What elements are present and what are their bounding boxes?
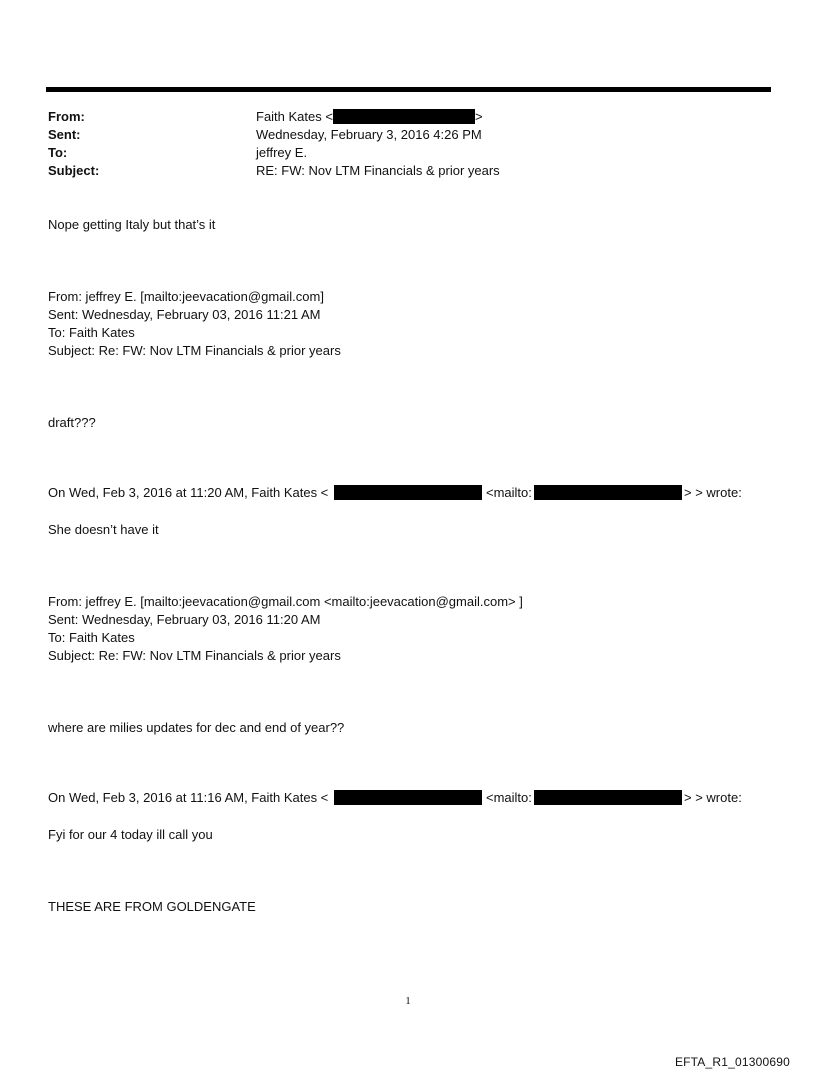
to-label: To: <box>48 145 68 160</box>
to-value: jeffrey E. <box>256 145 308 160</box>
header-rule <box>46 87 771 92</box>
forward1-sent: Sent: Wednesday, February 03, 2016 11:21 AM <box>48 307 321 322</box>
subject-value: RE: FW: Nov LTM Financials & prior years <box>256 163 500 178</box>
from-row <box>48 108 768 126</box>
sent-label: Sent: <box>48 127 81 142</box>
to-row <box>48 144 768 162</box>
quote2-line <box>48 789 768 807</box>
forward1-from: From: jeffrey E. [mailto:jeevacation@gmail.com] <box>48 289 324 304</box>
forward2-from: From: jeffrey E. [mailto:jeevacation@gmail.com <mailto:jeevacation@gmail.com> ] <box>48 594 523 609</box>
redaction-bar <box>333 109 475 124</box>
from-name: Faith Kates < <box>256 109 333 124</box>
quote1-suffix: > > wrote: <box>684 485 742 500</box>
subject-row <box>48 162 768 180</box>
sent-row <box>48 126 768 144</box>
quote1-mailto: <mailto: <box>486 485 532 500</box>
redaction-bar <box>334 485 482 500</box>
redaction-bar <box>334 790 482 805</box>
message-goldengate: THESE ARE FROM GOLDENGATE <box>48 899 256 914</box>
forward2-subject: Subject: Re: FW: Nov LTM Financials & prior years <box>48 648 341 663</box>
forward1-subject: Subject: Re: FW: Nov LTM Financials & prior years <box>48 343 341 358</box>
forward2-to: To: Faith Kates <box>48 630 135 645</box>
subject-label: Subject: <box>48 163 100 178</box>
message-milies-updates: where are milies updates for dec and end of year?? <box>48 720 345 735</box>
message-fyi: Fyi for our 4 today ill call you <box>48 827 213 842</box>
message-doesnt-have: She doesn’t have it <box>48 522 159 537</box>
bates-number: EFTA_R1_01300690 <box>674 1055 790 1069</box>
sent-value: Wednesday, February 3, 2016 4:26 PM <box>256 127 482 142</box>
from-value <box>256 108 483 126</box>
quote2-suffix: > > wrote: <box>684 790 742 805</box>
quote1-line <box>48 484 768 502</box>
email-header <box>48 108 768 180</box>
quote2-prefix: On Wed, Feb 3, 2016 at 11:16 AM, Faith Kates < <box>48 790 329 805</box>
from-label: From: <box>48 109 85 124</box>
reply-text: Nope getting Italy but that’s it <box>48 217 216 232</box>
quote2-mailto: <mailto: <box>486 790 532 805</box>
forward1-to: To: Faith Kates <box>48 325 135 340</box>
message-draft: draft??? <box>48 415 96 430</box>
quote1-prefix: On Wed, Feb 3, 2016 at 11:20 AM, Faith Kates < <box>48 485 329 500</box>
from-close: > <box>474 109 483 124</box>
forward2-sent: Sent: Wednesday, February 03, 2016 11:20 AM <box>48 612 321 627</box>
redaction-bar <box>534 485 682 500</box>
redaction-bar <box>534 790 682 805</box>
page-number: 1 <box>405 995 411 1007</box>
